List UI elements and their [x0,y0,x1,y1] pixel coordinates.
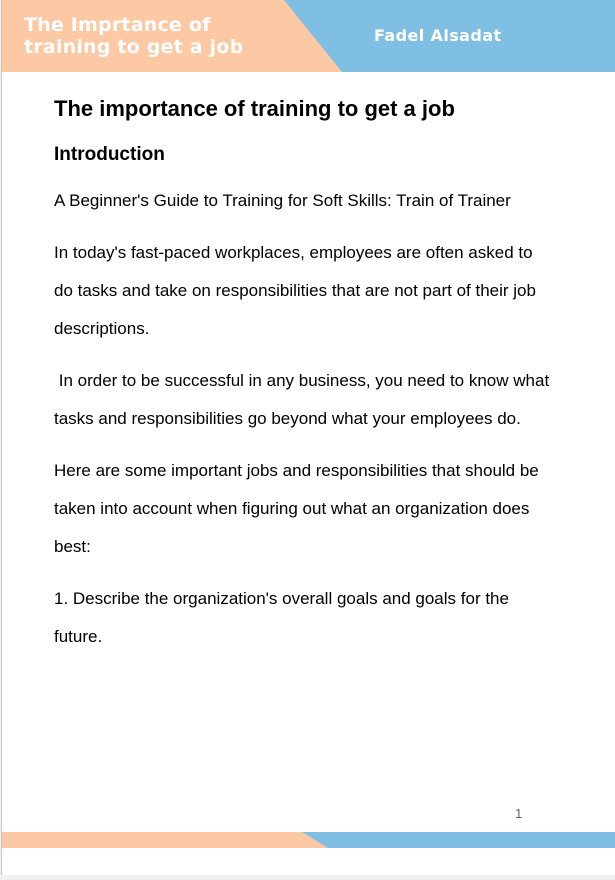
paragraph-4: Here are some important jobs and responsibilities that should be taken into account when figuring out what an organization does best: [54,461,539,556]
paragraph-3: In order to be successful in any business, you need to know what tasks and responsibilities go beyond what your employees do. [54,371,550,428]
footer-peach-shape [2,832,328,848]
page-number: 1 [515,806,523,821]
header-author: Fadel Alsadat [374,26,502,45]
footer-banner-graphic [2,832,615,848]
document-page [1,0,615,875]
header-title-line-1: The Imprtance of [24,14,211,36]
footer-banner [2,832,615,848]
header-title-line-2: training to get a job [24,36,244,58]
document-body [54,92,554,656]
section-heading-introduction: Introduction [54,144,165,165]
paragraph-1: A Beginner's Guide to Training for Soft Skills: Train of Trainer [54,191,511,210]
header-title [24,14,294,58]
document-title: The importance of training to get a job [54,96,455,121]
header-banner [2,0,615,72]
paragraph-2: In today's fast-paced workplaces, employees are often asked to do tasks and take on responsibilities that are not part of their job descriptions. [54,243,536,338]
paragraph-5: 1. Describe the organization's overall goals and goals for the future. [54,589,509,646]
